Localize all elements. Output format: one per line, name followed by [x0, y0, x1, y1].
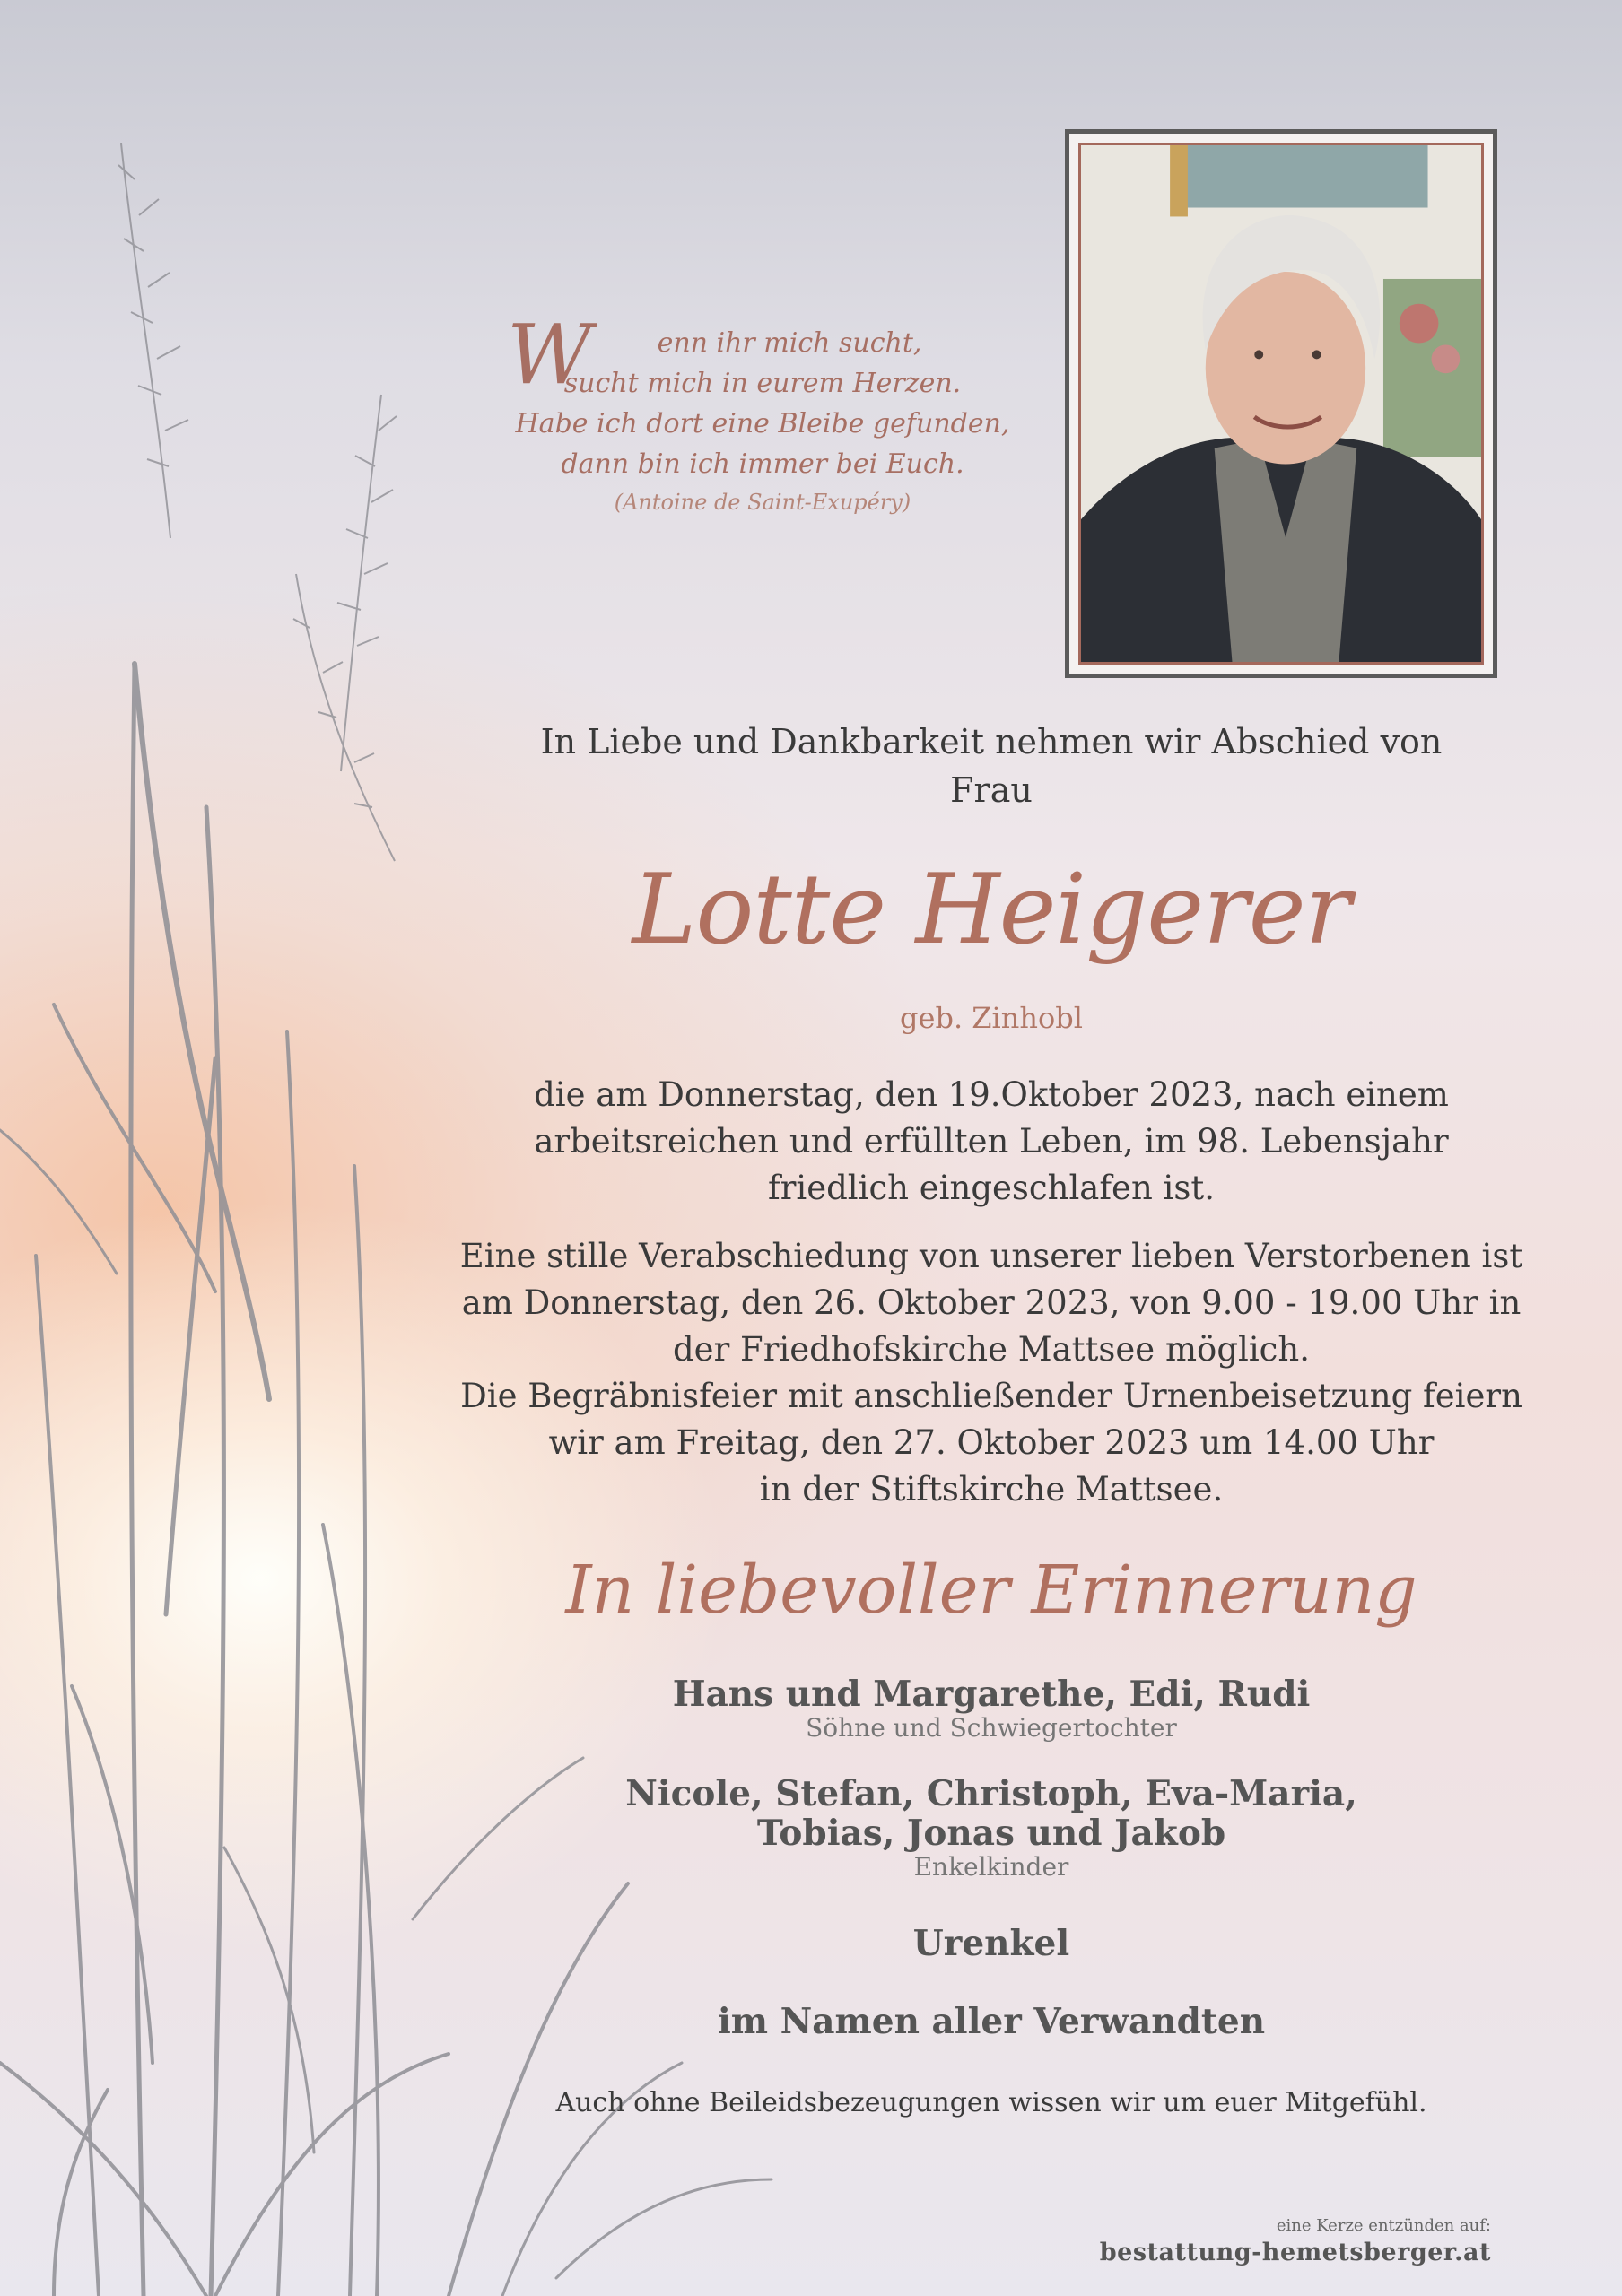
quote-line: dann bin ich immer bei Euch. — [561, 448, 964, 480]
maiden-name: geb. Zinhobl — [900, 1001, 1083, 1035]
text-line: Eine stille Verabschiedung von unserer lieben Verstorbenen ist — [459, 1237, 1523, 1275]
text-line: am Donnerstag, den 26. Oktober 2023, von 9.00 - 19.00 Uhr in — [461, 1283, 1522, 1322]
ceremony-text — [413, 1233, 1570, 1513]
text-line: wir am Freitag, den 27. Oktober 2023 um 14.00 Uhr — [548, 1423, 1435, 1462]
quote-source: (Antoine de Saint-Exupéry) — [614, 490, 911, 515]
closing-text: Auch ohne Beileidsbezeugungen wissen wir um euer Mitgefühl. — [555, 2087, 1427, 2118]
quote-line: sucht mich in eurem Herzen. — [563, 368, 962, 399]
family-group — [413, 2002, 1570, 2041]
deceased-name: Lotte Heigerer — [632, 854, 1351, 966]
family-names: Tobias, Jonas und Jakob — [756, 1813, 1226, 1854]
text-line: in der Stiftskirche Mattsee. — [759, 1470, 1224, 1509]
footer-website-link[interactable]: bestattung-hemetsberger.at — [1099, 2239, 1491, 2266]
intro-text — [413, 718, 1570, 814]
intro-line: Frau — [950, 770, 1033, 810]
text-line: friedlich eingeschlafen ist. — [768, 1169, 1215, 1207]
family-group — [413, 1924, 1570, 1963]
family-role: Söhne und Schwiegertochter — [806, 1713, 1177, 1743]
text-line: die am Donnerstag, den 19.Oktober 2023, nach einem — [534, 1075, 1449, 1114]
family-names: Nicole, Stefan, Christoph, Eva-Maria, — [625, 1773, 1357, 1814]
quote-block — [489, 307, 1036, 518]
quote-line: Habe ich dort eine Bleibe gefunden, — [515, 408, 1010, 439]
intro-line: In Liebe und Dankbarkeit nehmen wir Abschied von — [540, 722, 1443, 761]
family-names: im Namen aller Verwandten — [717, 2001, 1266, 2042]
death-notice-text — [413, 1072, 1570, 1212]
family-role: Enkelkinder — [913, 1852, 1069, 1882]
portrait-frame — [1065, 129, 1497, 678]
text-line: arbeitsreichen und erfüllten Leben, im 98. Lebensjahr — [534, 1122, 1449, 1161]
family-names: Urenkel — [912, 1923, 1070, 1964]
family-names: Hans und Margarethe, Edi, Rudi — [672, 1674, 1311, 1715]
footer-caption: eine Kerze entzünden auf: — [1276, 2216, 1491, 2235]
footer — [1100, 2215, 1491, 2269]
text-line: der Friedhofskirche Mattsee möglich. — [673, 1330, 1310, 1369]
portrait-photo — [1078, 143, 1484, 665]
quote-initial: W — [507, 307, 592, 403]
family-group — [413, 1674, 1570, 1743]
family-group — [413, 1774, 1570, 1882]
quote-line: enn ihr mich sucht, — [657, 327, 922, 359]
text-line: Die Begräbnisfeier mit anschließender Urnenbeisetzung feiern — [460, 1377, 1522, 1415]
memory-heading: In liebevoller Erinnerung — [565, 1552, 1417, 1629]
